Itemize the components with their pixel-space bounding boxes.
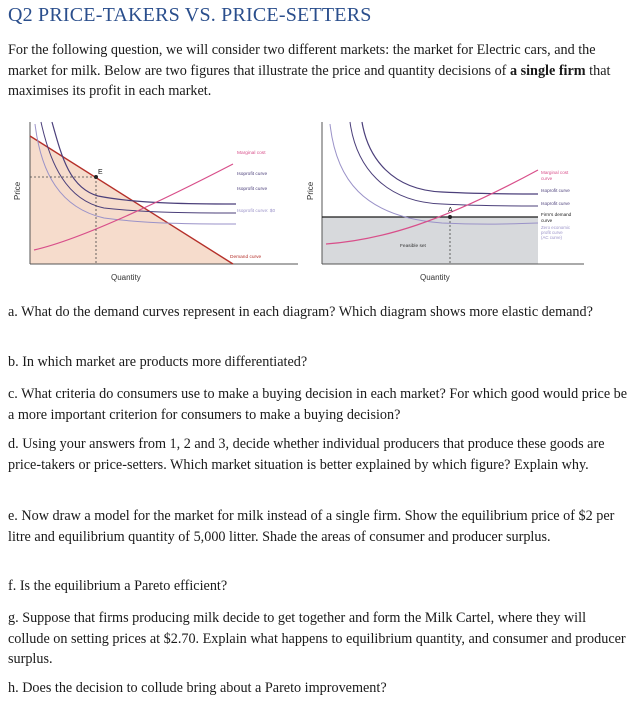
isoprofit-label-2: Isoprofit curve xyxy=(237,187,268,192)
x-axis-label: Quantity xyxy=(111,273,141,282)
marginal-cost-label-1: Marginal cost xyxy=(541,170,569,175)
zero-profit-curve xyxy=(330,124,538,224)
question-title: Q2 PRICE-TAKERS VS. PRICE-SETTERS xyxy=(8,4,372,26)
question-d: d. Using your answers from 1, 2 and 3, decide whether individual producers that produce these goods are price-takers or price-setters. Which market situation is better explained by which figure? Explain why. xyxy=(8,436,605,473)
intro-paragraph xyxy=(8,40,632,102)
y-axis-label: Price xyxy=(306,181,315,200)
point-e-label: E xyxy=(98,169,103,176)
isoprofit-label-2: Isoprofit curve xyxy=(541,201,570,206)
demand-curve-label: Demand curve xyxy=(230,255,262,260)
isoprofit-label-1: Isoprofit curve xyxy=(237,172,268,177)
question-c: c. What criteria do consumers use to make a buying decision in each market? For which good would price be a more important criterion for consumers to make a buying decision? xyxy=(8,386,628,423)
x-axis-label: Quantity xyxy=(420,273,450,282)
marginal-cost-label-2: curve xyxy=(541,176,553,181)
question-h: h. Does the decision to collude bring about a Pareto improvement? xyxy=(8,680,387,696)
intro-bold-text: a single firm xyxy=(509,62,586,79)
marginal-cost-label: Marginal cost xyxy=(237,151,266,156)
figure-price-setter xyxy=(8,118,298,290)
intro-text-before: For the following question, we will consider two different markets: the market for Electric cars, and the market for milk. Below are two figures that illustrate the price and quantity decisions of xyxy=(8,42,596,79)
isoprofit-label-3: Isoprofit curve: $0 xyxy=(237,209,276,214)
zero-profit-label-3: (AC curve) xyxy=(541,235,562,240)
point-a-marker xyxy=(448,215,452,219)
intro-text-after: that maximises its profit in each market. xyxy=(8,62,611,99)
question-b: b. In which market are products more differentiated? xyxy=(8,354,308,370)
isoprofit-label-1: Isoprofit curve xyxy=(541,188,570,193)
y-axis-label: Price xyxy=(13,181,22,200)
question-e: e. Now draw a model for the market for milk instead of a single firm. Show the equilibrium price of $2 per litre and equilibrium quantity of 5,000 litter. Shade the areas of consumer and producer surplus. xyxy=(8,508,615,545)
question-f: f. Is the equilibrium a Pareto efficient? xyxy=(8,578,228,594)
figure-price-taker xyxy=(302,118,584,290)
zero-profit-label-2: profit curve xyxy=(541,230,563,235)
question-a: a. What do the demand curves represent in each diagram? Which diagram shows more elastic demand? xyxy=(8,304,593,320)
zero-profit-label-1: Zero economic xyxy=(541,225,571,230)
feasible-set-label: Feasible set xyxy=(400,244,426,249)
demand-label-1: Firm's demand xyxy=(541,212,572,217)
isoprofit-curve-1 xyxy=(362,122,538,194)
demand-label-2: curve xyxy=(541,218,553,223)
point-a-label: A xyxy=(448,207,453,214)
question-g: g. Suppose that firms producing milk decide to get together and form the Milk Cartel, where they will collude on setting prices at $2.70. Explain what happens to equilibrium quantity, and consumer and producer surplus. xyxy=(8,610,626,667)
